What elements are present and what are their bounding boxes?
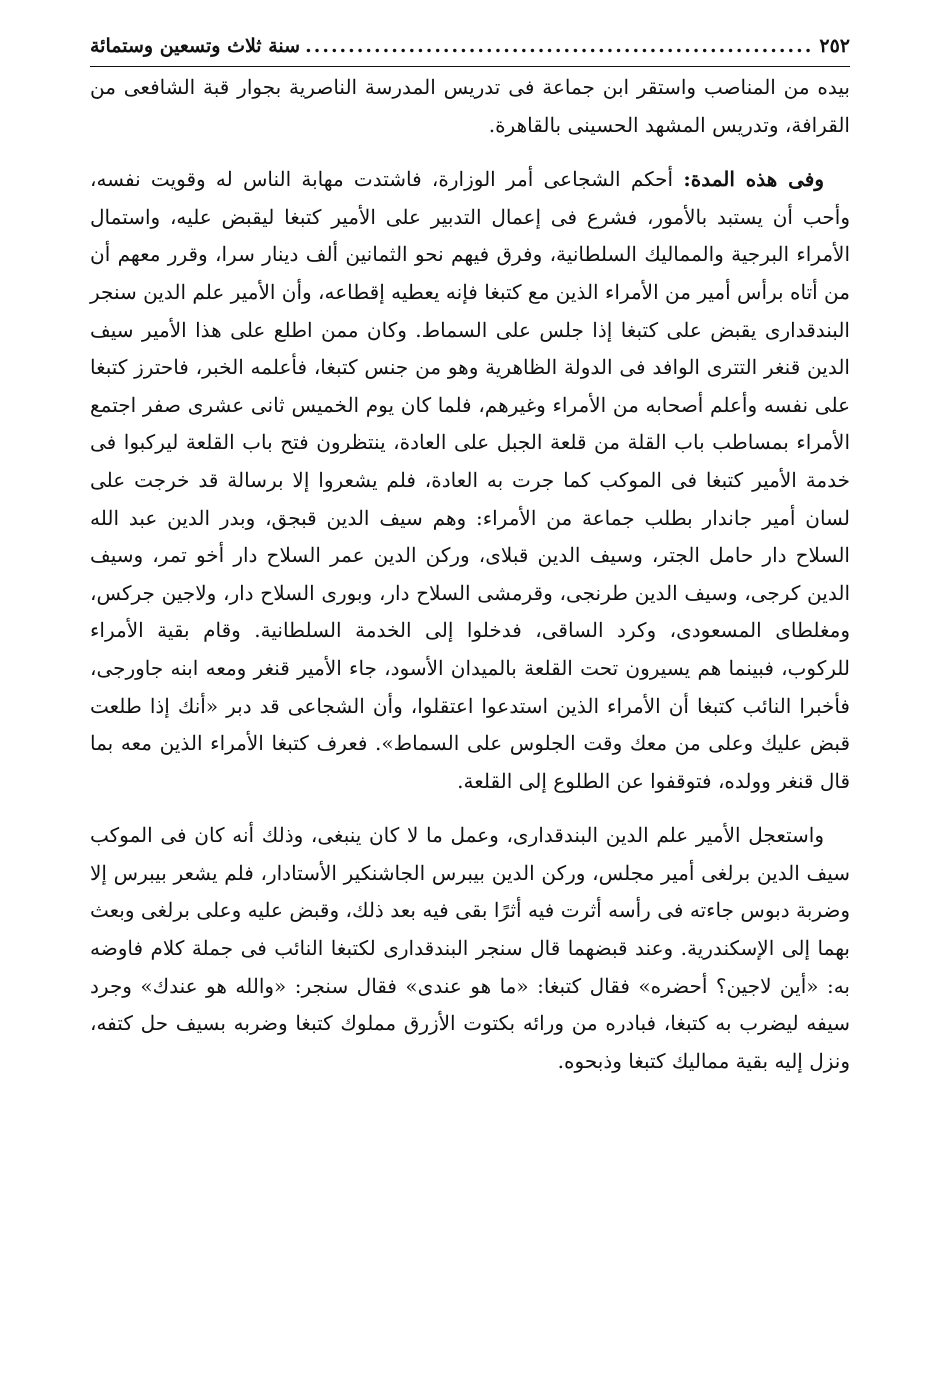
paragraph-continuation — [90, 69, 850, 144]
header-dot-leader — [306, 32, 813, 60]
page-number: ٢٥٢ — [819, 35, 850, 57]
book-page — [90, 32, 850, 1080]
paragraph-lead-heading: وفى هذه المدة: — [683, 167, 824, 192]
body-text — [90, 69, 850, 1080]
running-header — [90, 32, 850, 67]
paragraph-text: واستعجل الأمير علم الدين البندقدارى، وعمل ما لا كان ينبغى، وذلك أنه كان فى الموكب سيف الدين برلغى أمير مجلس، وركن الدين بيبرس الجاشنكير الأستادار، فلم يشعر بيبرس إلا وضربة دبوس جاءته فى رأسه أثرت فيه أثرًا بقى فيه بعد ذلك، وقبض عليه وعلى برلغى وبعث بهما إلى الإسكندرية. وعند قبضهما قال سنجر البندقدارى لكتبغا النائب فى جملة كلام فاوضه به: «أين لاجين؟ أحضره» فقال كتبغا: «ما هو عندى» فقال سنجر: «والله هو عندك» وجرد سيفه ليضرب به كتبغا، فبادره من ورائه بكتوت الأزرق مملوك كتبغا وضربه بسيف حل كتفه، ونزل إليه بقية مماليك كتبغا وذبحوه. — [90, 823, 851, 1073]
running-title: سنة ثلاث وتسعين وستمائة — [90, 35, 301, 57]
paragraph-text: أحكم الشجاعى أمر الوزارة، فاشتدت مهابة الناس له وقويت نفسه، وأحب أن يستبد بالأمور، فشرع فى إعمال التدبير على الأمير كتبغا ليقبض عليه، واستمال الأمراء البرجية والمماليك السلطانية، وفرق فيهم نحو الثمانين ألف دينار سرا، وقرر معهم أن من أتاه برأس أمير من الأمراء الذين مع كتبغا فإنه يعطيه إقطاعه، وأن الأمير علم الدين سنجر البندقدارى يقبض على كتبغا إذا جلس على السماط. وكان ممن اطلع على هذا الأمير سيف الدين قنغر التترى الوافد فى الدولة الظاهرية وهو من جنس كتبغا، فأعلمه الخبر، فاحترز كتبغا على نفسه وأعلم أصحابه من الأمراء وغيرهم، فلما كان يوم الخميس ثانى عشرى صفر اجتمع الأمراء بمساطب باب القلة من قلعة الجبل على العادة، ينتظرون فتح باب القلعة ليركبوا فى خدمة الأمير كتبغا فى الموكب كما جرت به العادة، فلم يشعروا إلا برسالة قد خرجت على لسان أمير جاندار بطلب جماعة من الأمراء: وهم سيف الدين قبجق، وبدر الدين عبد الله السلاح دار حامل الجتر، وسيف الدين قبلاى، وركن الدين عمر السلاح دار أخو تمر، وسيف الدين كرجى، وسيف الدين طرنجى، وقرمشى السلاح دار، وبورى السلاح دار، ولاجين جركس، ومغلطاى المسعودى، وكرد الساقى، فدخلوا إلى الخدمة السلطانية. وقام بقية الأمراء للركوب، فبينما هم يسيرون تحت القلعة بالميدان الأسود، جاء الأمير قنغر ومعه ابنه جاورجى، فأخبرا النائب كتبغا أن الأمراء الذين استدعوا اعتقلوا، وأن الشجاعى قد دبر «أنك إذا طلعت قبض عليك وعلى من معك وقت الجلوس على السماط». فعرف كتبغا الأمراء الذين معه بما قال قنغر وولده، فتوقفوا عن الطلوع إلى القلعة. — [90, 167, 850, 793]
paragraph-this-period — [90, 161, 850, 800]
paragraph-text: بيده من المناصب واستقر ابن جماعة فى تدريس المدرسة الناصرية بجوار قبة الشافعى من القرافة، وتدريس المشهد الحسينى بالقاهرة. — [90, 75, 850, 137]
paragraph-bunduqdari — [90, 817, 850, 1080]
